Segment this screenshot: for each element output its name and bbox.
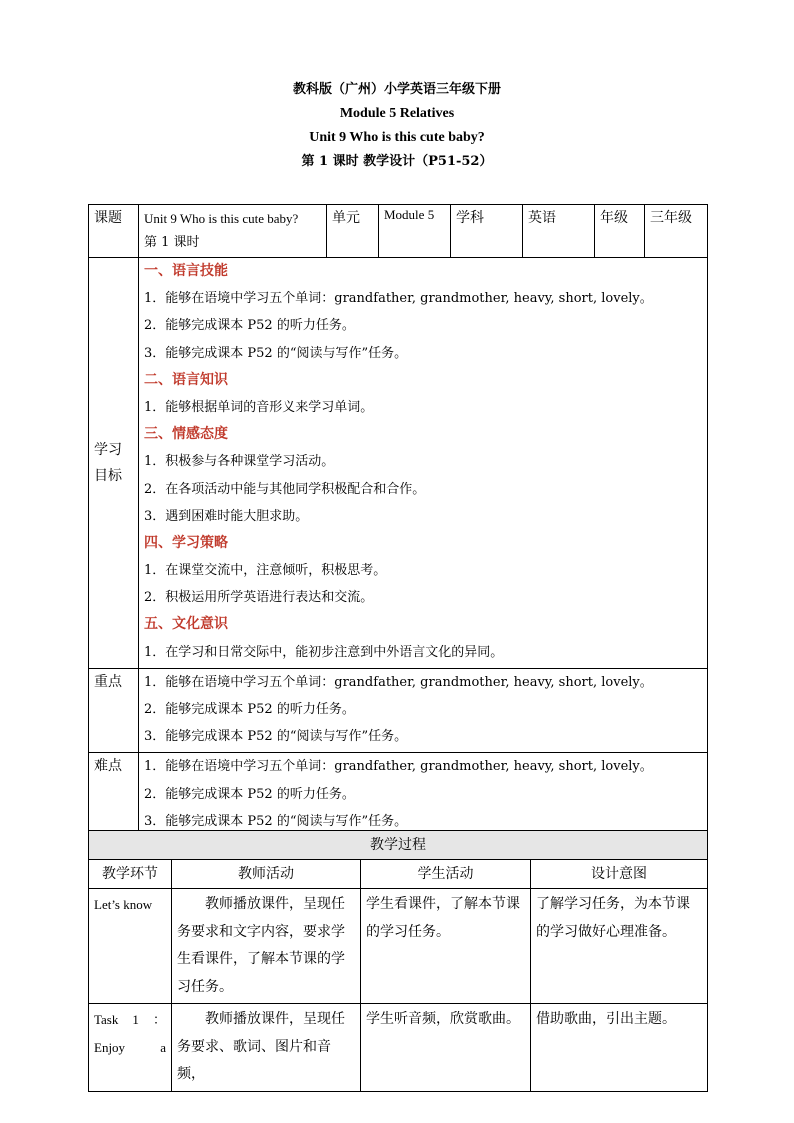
objective-item: 1．在学习和日常交际中，能初步注意到中外语言文化的异同。	[144, 644, 504, 660]
difficult-points-content	[139, 753, 708, 838]
key-points-label: 重点	[89, 668, 139, 753]
stage-cell	[89, 1004, 172, 1092]
objective-item: 1．在课堂交流中，注意倾听，积极思考。	[144, 563, 387, 579]
stage-word: 1	[132, 1012, 139, 1027]
info-row	[89, 205, 708, 258]
process-row	[89, 889, 708, 1004]
stage-word: Enjoy	[94, 1039, 126, 1055]
col-stage: 教学环节	[89, 860, 172, 889]
objective-item: 1．能够根据单词的音形义来学习单词。	[144, 399, 374, 415]
process-header-row	[89, 831, 708, 860]
student-activity: 学生听音频，欣赏歌曲。	[361, 1004, 531, 1092]
unit-value: Module 5	[379, 205, 451, 258]
col-student: 学生活动	[361, 860, 531, 889]
grade-label: 年级	[595, 205, 645, 258]
grade-value: 三年级	[645, 205, 708, 258]
process-column-headers	[89, 860, 708, 889]
lesson-info-table	[88, 204, 708, 838]
process-row	[89, 1004, 708, 1092]
objectives-content	[139, 258, 708, 669]
stage-cell: Let’s know	[89, 889, 172, 1004]
topic-value	[139, 205, 327, 258]
stage-word: a	[160, 1039, 166, 1055]
document-title-block	[0, 78, 794, 174]
section-title: 五、文化意识	[144, 616, 228, 633]
key-point-item: 1．能够在语境中学习五个单词：grandfather, grandmother, heavy, short, lovely。	[144, 674, 653, 690]
section-title: 三、情感态度	[144, 426, 228, 443]
difficult-points-row	[89, 753, 708, 838]
design-intent: 了解学习任务，为本节课的学习做好心理准备。	[531, 889, 708, 1004]
objective-item: 1．能够在语境中学习五个单词：grandfather, grandmother, heavy, short, lovely。	[144, 291, 653, 307]
objectives-label-1: 学习	[94, 441, 122, 458]
difficult-points-label: 难点	[89, 753, 139, 838]
key-point-item: 3．能够完成课本 P52 的“阅读与写作”任务。	[144, 729, 408, 745]
module-title: Module 5 Relatives	[339, 106, 455, 121]
key-point-item: 2．能够完成课本 P52 的听力任务。	[144, 702, 355, 717]
stage-line-1	[94, 1006, 166, 1034]
unit-label: 单元	[327, 205, 379, 258]
difficult-point-item: 3．能够完成课本 P52 的“阅读与写作”任务。	[144, 813, 408, 829]
key-points-content	[139, 668, 708, 753]
objectives-row	[89, 258, 708, 669]
topic-value-line-2: 第 1 课时	[144, 235, 200, 250]
subject-value: 英语	[523, 205, 595, 258]
objective-item: 2．能够完成课本 P52 的听力任务。	[144, 318, 355, 334]
student-activity: 学生看课件，了解本节课的学习任务。	[361, 889, 531, 1004]
teacher-activity: 教师播放课件，呈现任务要求和文字内容，要求学生看课件，了解本节课的学习任务。	[172, 889, 361, 1004]
objective-item: 2．积极运用所学英语进行表达和交流。	[144, 590, 374, 606]
section-title: 二、语言知识	[144, 371, 228, 388]
topic-label: 课题	[89, 205, 139, 258]
difficult-point-item: 1．能够在语境中学习五个单词：grandfather, grandmother, heavy, short, lovely。	[144, 759, 653, 775]
stage-word: ：	[152, 1012, 166, 1027]
col-teacher: 教师活动	[172, 860, 361, 889]
key-points-row	[89, 668, 708, 753]
stage-line-2	[94, 1034, 166, 1062]
objective-item: 3．能够完成课本 P52 的“阅读与写作”任务。	[144, 345, 408, 361]
stage-word: Task	[94, 1012, 119, 1027]
col-intent: 设计意图	[531, 860, 708, 889]
objective-item: 2．在各项活动中能与其他同学积极配合和合作。	[144, 481, 426, 497]
teacher-activity: 教师播放课件，呈现任务要求、歌词、图片和音频，	[172, 1004, 361, 1092]
difficult-point-item: 2．能够完成课本 P52 的听力任务。	[144, 786, 355, 802]
objective-item: 3．遇到困难时能大胆求助。	[144, 508, 309, 524]
teaching-process-table	[88, 830, 708, 1092]
objectives-label	[89, 258, 139, 669]
document-title: 教科版（广州）小学英语三年级下册	[292, 82, 501, 97]
unit-title: Unit 9 Who is this cute baby?	[309, 130, 485, 145]
design-intent: 借助歌曲，引出主题。	[531, 1004, 708, 1092]
objectives-label-2: 目标	[94, 467, 122, 484]
section-title: 一、语言技能	[144, 263, 228, 279]
lesson-title: 第 1 课时 教学设计（P51-52）	[301, 154, 493, 169]
process-title: 教学过程	[89, 831, 708, 860]
subject-label: 学科	[451, 205, 523, 258]
objective-item: 1．积极参与各种课堂学习活动。	[144, 454, 335, 470]
section-title: 四、学习策略	[144, 534, 228, 551]
topic-value-line-1: Unit 9 Who is this cute baby?	[144, 211, 299, 226]
